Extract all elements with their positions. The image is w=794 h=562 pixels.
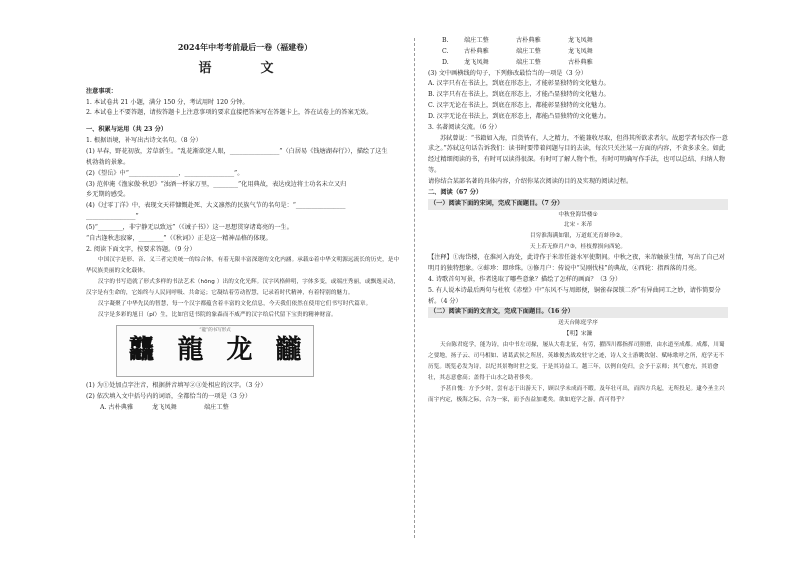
option-text: B. 汉字只有在书法上，到底在形态上，才能凸显独特的文化魅力。	[428, 91, 610, 99]
question-text: 苏轼曾说：“书籍如入海，百货皆有，人之精力，不能兼收尽取，但得其所欲求者尔。故愿学者每次作一意求之。”苏轼这句话告诉我们：读书时要带着问题与目的去读，每次只关注某一方面的内容，不贪多求全。如此经过精细阅读的书，有时可以读得很深。有时可了解人物个性，有时可明确写作手法，也可以总结、归纳人物等。	[428, 134, 728, 175]
question-stem: 3. 名著阅读交流。（6 分）	[428, 123, 501, 131]
option-letter: D.	[442, 58, 449, 66]
poem-author: 北宋・米芾	[563, 222, 593, 229]
calligraphy-char: 龙	[226, 335, 253, 366]
poem-title: 中秋登海岱楼①	[558, 211, 598, 218]
option-text: 龙飞凤舞	[568, 37, 593, 44]
option-text: 端庄工整	[516, 58, 541, 66]
prose-paragraph: 予甚自愧：方予少时，尝有志于出游天下，顾以学未成而不暇。及年壮可出，而四方兵起，无所投足。逮今圣主兴而宇内定，极海之际，合为一家，而予齿益加耄矣。欲如庭学之游，尚可得乎？	[428, 385, 725, 403]
question-stem: 5. 有人说本诗最后两句与杜牧《赤壁》中“东风不与周郎便，铜雀春深锁二乔”有异曲同工之妙，请作简要分析。（4 分）	[428, 286, 721, 305]
poem-line: 目穷淮海满如银，万道虹光育蚌珍②。	[529, 233, 627, 240]
option-letter: B.	[442, 37, 449, 44]
question-stem: 1. 根据语境，补写出古诗文名句。（8 分）	[86, 137, 202, 145]
question-line: (1) 早春，野花初放，芳草新生。“乱花渐欲迷人眼，________________”（白居易《钱塘湖春行》），描绘了这生	[86, 147, 388, 155]
option-text: 龙飞凤舞	[568, 47, 593, 55]
passage-paragraph: 中国汉字是形、音、义三者完美统一的综合体，有着无限丰富深邃的文化内涵。承载①着中华文明源远流长的历史，是中华民族美丽的文化载体。	[86, 257, 400, 275]
notice-item: 2. 本试卷上不要答题，请按答题卡上注意事项的要求直接把答案写在答题卡上，答在试卷上的答案无效。	[86, 109, 373, 117]
prose-paragraph: 天台陈君庭学，能为诗，由中书左司掾，屡从大将北征，有劳，擢四川都指挥司照磨，由水道至成都。成都，川蜀之要地，扬子云、司马相如、诸葛武侯之所居，英雄俊杰战攻驻守之迹，诗人文士游眺饮射、赋咏歌呼之所，庭学无不历览。既览必发为诗，以纪其景物时世之变，于是其诗益工。越三年，以例自免归，会予于京师；其气愈充，其语愈壮，其志意愈高；盖得于山水之助者侈矣。	[428, 342, 725, 381]
calligraphy-char: 龍	[177, 335, 204, 366]
option-text: C. 汉字无论在书法上，到底在形态上，都能彰显独特的文化魅力。	[428, 102, 610, 110]
calligraphy-char: 龖	[275, 335, 302, 366]
option-text: D. 汉字无论在书法上，到底在形态上，都能凸显独特的文化魅力。	[428, 112, 610, 120]
calligraphy-char: 龘	[128, 335, 155, 366]
reading-heading: （一）阅读下面的宋词，完成下面题目。（7 分）	[428, 199, 728, 210]
option-text: 龙飞凤舞	[152, 403, 177, 411]
poem-notes: 【注释】①海岱楼，在淮河入海处，此诗作于米芾任涟水军使期间。中秋之夜，米芾触景生情，写出了自己对明月的独特想象。②蚌珍：即珍珠。③修月户：传说中“吴刚伐桂”的典故，④西轮：指西落的月亮。	[428, 254, 725, 272]
question-line: (5)“________，非宁静无以致远”（《诫子书》）这一思想贯穿诸葛亮的一生。	[86, 223, 293, 231]
option-row	[428, 58, 728, 69]
poem-line: 天上若无修月户③，桂枝撑损向西轮。	[529, 244, 627, 251]
option-row	[428, 47, 728, 58]
question-line: (2)《望岳》中“________________，________________”。	[86, 169, 244, 177]
option-row	[86, 403, 404, 414]
option-letter: C.	[442, 47, 449, 55]
sub-question: (1) 为①处加点字注音，根据拼音填写②③处相应的汉字。（3 分）	[86, 381, 267, 389]
question-line: 机勃勃的景象。	[86, 158, 130, 166]
calligraphy-caption: “龍”的书写形式	[199, 327, 231, 333]
option-text: 龙飞凤舞	[464, 58, 489, 66]
notice-item: 1. 本试卷共 21 小题，满分 150 分，考试用时 120 分钟。	[86, 98, 249, 106]
passage-paragraph: 汉字凝聚了中华先民的智慧，每一个汉字都蕴含着丰富的文化信息，今天我们依然在使用它们书写时代篇章。	[98, 301, 372, 308]
option-row	[428, 36, 728, 47]
left-column	[86, 40, 404, 413]
passage-paragraph: 汉字的书写造就了形式多样的书法艺术（hōng ）出的文化光辉。汉字风格鲜明，字体多变，或端庄秀丽，或飘逸灵动，汉字是有生命的，它始终与人民同呼吸、共命运；它凝结着劳动智慧，记录着时代精神，有着特别的魅力。	[86, 279, 400, 297]
section-heading: 一、积累与运用（共 23 分）	[86, 126, 167, 134]
option-text: 端庄工整	[516, 47, 541, 55]
option-text: 古朴典雅	[464, 47, 489, 55]
section-heading: 二、阅读（67 分）	[428, 188, 483, 196]
calligraphy-image	[116, 325, 314, 377]
question-stem: 2. 阅读下面文字，按要求答题。（9 分）	[86, 245, 196, 253]
option-text: 古朴典雅	[568, 58, 593, 66]
reading-heading: （二）阅读下面的文言文，完成下面题目。（16 分）	[428, 307, 728, 318]
question-text: 请你结合某部名著的具体内容，介绍你某次阅读的目的及实现的阅读过程。	[428, 177, 633, 185]
prose-title: 送天台陈庭学序	[558, 320, 598, 327]
question-line: “自古逢秋悲寂寥，________”（《秋词》）正是这一精神品格的体现。	[86, 234, 272, 242]
option-text: 端庄工整	[464, 37, 489, 44]
subject-title: 语 文	[198, 61, 292, 76]
right-column	[428, 36, 728, 405]
passage-paragraph: 汉字是多彩的旭日（pǐ）生，比如宫廷书院的象森而不威严的汉字给后代留下宝贵的精神财富。	[98, 311, 337, 318]
column-divider	[414, 38, 415, 538]
prose-author: 【明】宋濂	[563, 331, 593, 338]
notice-heading: 注意事项：	[86, 87, 117, 95]
option-text: A. 汉字只有在书法上，到底在形态上，才能彰显独特的文化魅力。	[428, 80, 610, 88]
question-line: 乡无期的感受。	[86, 191, 130, 199]
exam-title: 2024年中考考前最后一卷（福建卷）	[177, 42, 313, 52]
option-text: 端庄工整	[204, 403, 229, 411]
question-line: (4)《过零丁洋》中，表现文天祥慷慨赴死、大义凛然的民族气节的名句是：“________________	[86, 202, 346, 210]
question-stem: 4. 诗歌首句写景，作者选取了哪些意象？描绘了怎样的画面？（3 分）	[428, 275, 622, 283]
sub-question: (3) 文中画横线的句子，下列修改最恰当的一项是（3 分）	[428, 69, 587, 77]
question-line: ________________”	[86, 213, 139, 221]
option-text: A. 古朴典雅	[100, 403, 134, 411]
option-text: 古朴典雅	[516, 37, 541, 44]
question-line: (3) 范仲淹《渔家傲·秋思》“浊酒一杯家万里，________”化用典故，表达戍边将士功名未立又归	[86, 180, 347, 188]
sub-question: (2) 依次填入文中括号内的词语，全都恰当的一项是（3 分）	[86, 392, 252, 400]
